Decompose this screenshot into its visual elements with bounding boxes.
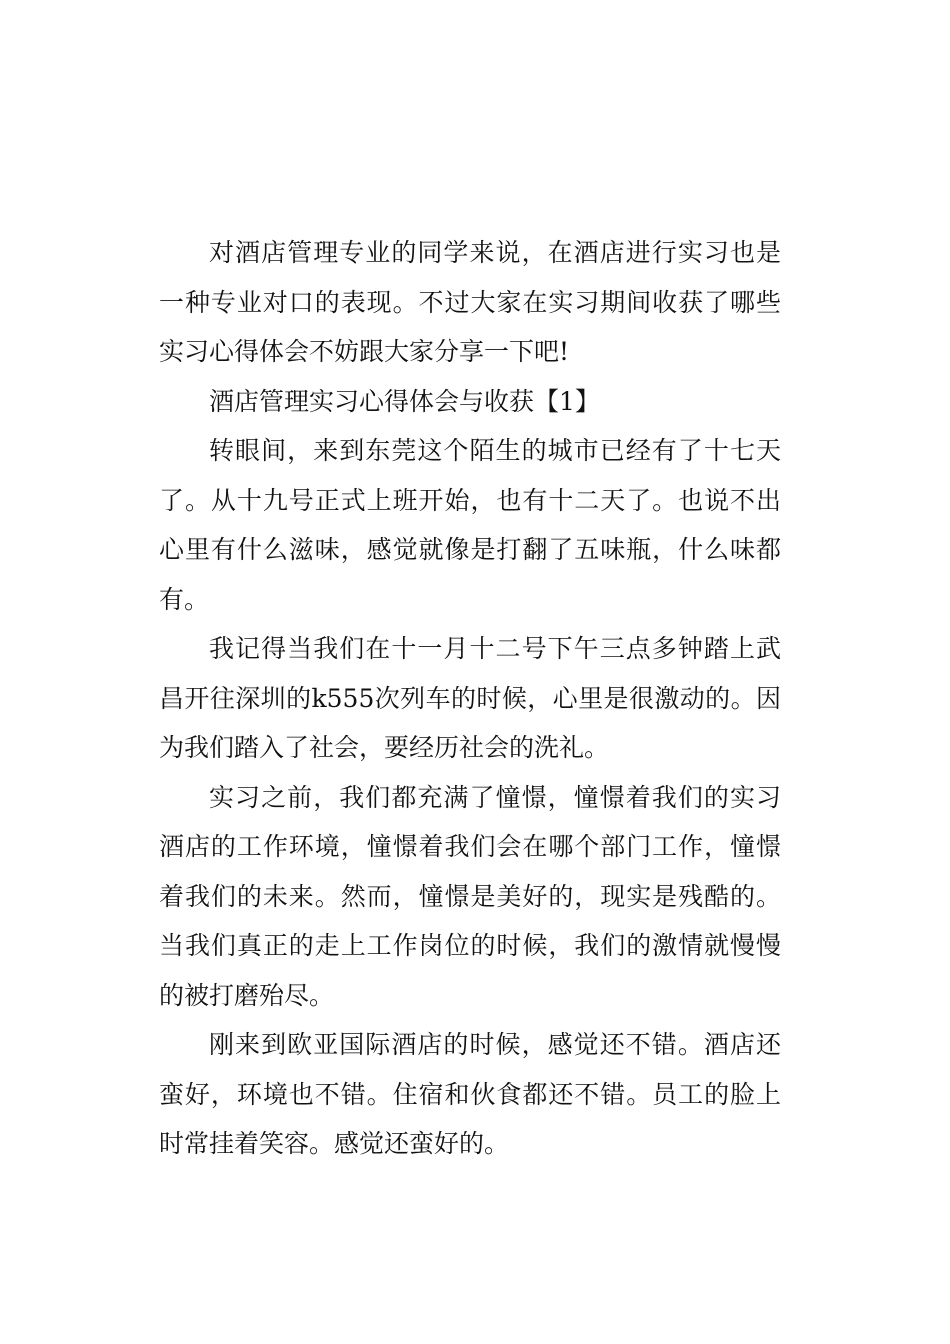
section-heading: 酒店管理实习心得体会与收获【1】 <box>209 386 600 416</box>
intro-paragraph: 对酒店管理专业的同学来说，在酒店进行实习也是一种专业对口的表现。不过大家在实习期间收获了哪些实习心得体会不妨跟大家分享一下吧! <box>159 238 781 366</box>
document-body <box>159 228 781 1169</box>
body-paragraph-4: 刚来到欧亚国际酒店的时候，感觉还不错。酒店还蛮好，环境也不错。住宿和伙食都还不错。员工的脸上时常挂着笑容。感觉还蛮好的。 <box>159 1030 781 1158</box>
body-paragraph-1: 转眼间，来到东莞这个陌生的城市已经有了十七天了。从十九号正式上班开始，也有十二天了。也说不出心里有什么滋味，感觉就像是打翻了五味瓶，什么味都有。 <box>159 436 781 614</box>
body-paragraph-3: 实习之前，我们都充满了憧憬，憧憬着我们的实习酒店的工作环境，憧憬着我们会在哪个部门工作，憧憬着我们的未来。然而，憧憬是美好的，现实是残酷的。当我们真正的走上工作岗位的时候，我们的激情就慢慢的被打磨殆尽。 <box>159 782 781 1010</box>
body-paragraph-2: 我记得当我们在十一月十二号下午三点多钟踏上武昌开往深圳的k555次列车的时候，心里是很激动的。因为我们踏入了社会，要经历社会的洗礼。 <box>159 634 781 762</box>
